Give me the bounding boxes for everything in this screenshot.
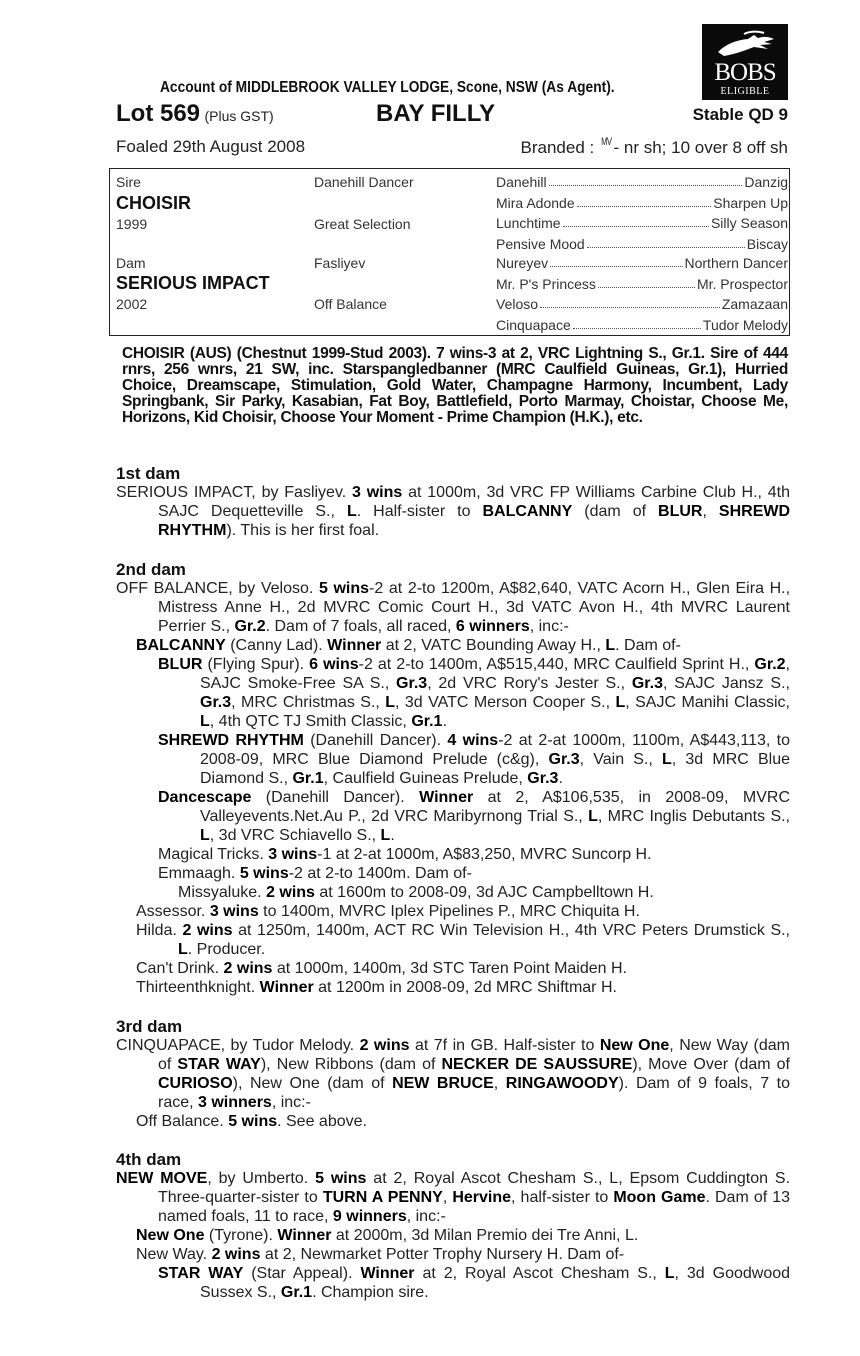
bold-text: L [200, 713, 210, 730]
bold-text: Gr.3 [527, 770, 559, 787]
text: CINQUAPACE, by Tudor Melody. [116, 1037, 360, 1054]
leader-dots [549, 174, 743, 186]
section-heading: 3rd dam [116, 1017, 183, 1036]
leader-dots [598, 276, 695, 288]
horse-head-icon [714, 30, 776, 60]
text: , [702, 503, 719, 520]
section-body [116, 579, 790, 997]
text: to 1400m, MVRC Iplex Pipelines P., MRC Chiquita H. [258, 903, 640, 920]
pedigree-entry [116, 1036, 790, 1112]
ancestor-sire: Silly Season [710, 215, 788, 231]
dam-dam: Off Balance [314, 296, 387, 312]
text: New Way. [136, 1246, 212, 1263]
lot-number [116, 100, 274, 128]
bold-text: 2 wins [223, 960, 273, 977]
text: , 3d Goodwood Sussex S., [200, 1265, 791, 1301]
text: , New Way (dam of [158, 1037, 791, 1073]
bold-text: 3 wins [352, 484, 403, 501]
bold-text: L [200, 827, 210, 844]
text: at 2, Royal Ascot Chesham S., [414, 1265, 665, 1282]
bold-text: SHREWD RHYTHM [158, 503, 791, 539]
ancestor-name: Pensive Mood [496, 235, 585, 252]
bold-text: Winner [259, 979, 314, 996]
section-heading: 4th dam [116, 1150, 182, 1169]
pedigree-entry [116, 921, 790, 959]
bold-text: Gr.2 [234, 618, 266, 635]
text: , Vain S., [579, 751, 662, 768]
text: , [493, 1075, 506, 1092]
ancestor-sire: Northern Dancer [684, 255, 788, 271]
bold-text: New One [599, 1037, 670, 1054]
text: , 3d VATC Merson Cooper S., [395, 694, 616, 711]
bold-text: BLUR [158, 656, 203, 673]
bold-text: STAR WAY [158, 1265, 244, 1282]
ancestor-name: Lunchtime [496, 215, 561, 231]
pedigree-entry [116, 1264, 790, 1302]
bold-text: 4 wins [447, 732, 499, 749]
text: -1 at 2-at 1000m, A$83,250, MVRC Suncorp H. [317, 846, 652, 863]
text: Thirteenthknight. [136, 979, 260, 996]
bold-text: 2 wins [211, 1246, 261, 1263]
text: Magical Tricks. [158, 846, 269, 863]
ancestor-name: Cinquapace [496, 316, 571, 333]
text: Hilda. [136, 922, 183, 939]
bold-text: Winner [360, 1265, 415, 1282]
pedigree-entry [116, 579, 790, 636]
bold-text: Winner [327, 637, 382, 654]
ancestor-name: Mr. P's Princess [496, 275, 596, 292]
text: (Flying Spur). [202, 656, 310, 673]
sire-label: Sire [116, 174, 141, 190]
bold-text: Gr.2 [754, 656, 786, 673]
text: -2 at 2-to 1400m. Dam of- [288, 865, 472, 882]
bold-text: 2 wins [266, 884, 315, 901]
text: at 2000m, 3d Milan Premio dei Tre Anni, L. [331, 1227, 639, 1244]
ancestor-row [496, 296, 788, 312]
text: , 2d VRC Rory's Jester S., [427, 675, 632, 692]
bold-text: Gr.3 [548, 751, 580, 768]
bold-text: BALCANNY [482, 503, 573, 520]
dam-section-1 [116, 464, 790, 540]
text: -2 at 2-at 1000m, 1100m, A$443,113, to 2008-09, MRC Blue Diamond Prelude (c&g), [200, 732, 791, 768]
text: at 2, VATC Bounding Away H., [381, 637, 606, 654]
bold-text: Gr.3 [200, 694, 232, 711]
pedigree-entry [116, 483, 790, 540]
pedigree-entry [116, 845, 790, 864]
leader-dots [550, 255, 682, 267]
text: (Canny Lad). [225, 637, 328, 654]
pedigree-entry [116, 788, 790, 845]
sire-summary: CHOISIR (AUS) (Chestnut 1999-Stud 2003). 7 wins-3 at 2, VRC Lightning S., Gr.1. Sire of 444 rnrs, 256 wnrs, 21 SW, inc. Starspangledbanner (MRC Caulfield Guineas, Gr.1), Hurried Choice, Dreamscape, Stimulation, Gold Water, Champagne Harmony, Incumbent, Lady Springbank, Sir Parky, Kasabian, Fat Boy, Battlefield, Porto Marmay, Choistar, Choose Me, Horizons, Kid Choisir, Choose Your Moment - Prime Champion (H.K.), etc. [122, 345, 788, 426]
text: at 1000m, 3d VRC FP Williams Carbine Club H., 4th SAJC Dequetteville S., [158, 484, 791, 520]
bold-text: L [346, 503, 357, 520]
lot-label: Lot 569 [116, 100, 201, 127]
text: at 2, Newmarket Potter Trophy Nursery H. Dam of- [260, 1246, 625, 1263]
bold-text: New One [136, 1227, 205, 1244]
bold-text: Gr.3 [631, 675, 663, 692]
bold-text: Gr.1 [411, 713, 443, 730]
text: (Star Appeal). [243, 1265, 361, 1282]
section-heading: 1st dam [116, 464, 181, 483]
text: -2 at 2-to 1400m, A$515,440, MRC Caulfield Sprint H., [358, 656, 755, 673]
ancestor-sire: Tudor Melody [702, 316, 788, 333]
bold-text: 9 winners [332, 1208, 407, 1225]
text: , SAJC Manihi Classic, [625, 694, 790, 711]
bold-text: NECKER DE SAUSSURE [441, 1056, 633, 1073]
ancestor-name: Mira Adonde [496, 194, 575, 211]
bold-text: NEW MOVE [116, 1170, 208, 1187]
leader-dots [563, 215, 709, 227]
stable-location: Stable QD 9 [692, 105, 788, 124]
bold-text: 2 wins [182, 922, 233, 939]
vendor-account: Account of MIDDLEBROOK VALLEY LODGE, Scone, NSW (As Agent). [160, 79, 615, 96]
bold-text: L [178, 941, 188, 958]
brand-info [521, 137, 789, 158]
text: , MRC Christmas S., [231, 694, 386, 711]
sire-name: CHOISIR [116, 193, 192, 213]
leader-dots [587, 236, 745, 248]
section-body [116, 1169, 790, 1302]
text: at 2, Royal Ascot Chesham S., L, Epsom Cuddington S. Three-quarter-sister to [158, 1170, 791, 1206]
text: . Dam of 7 foals, all raced, [265, 618, 456, 635]
text: ). Dam of 9 foals, 7 to race, [158, 1075, 791, 1111]
brand-dash: - [613, 138, 620, 157]
ancestor-sire: Zamazaan [721, 296, 788, 312]
horse-description: BAY FILLY [376, 100, 496, 127]
bold-text: RINGAWOODY [505, 1075, 619, 1092]
text: ), New Ribbons (dam of [260, 1056, 442, 1073]
section-body [116, 1036, 790, 1131]
bold-text: 2 wins [359, 1037, 410, 1054]
bold-text: Dancescape [158, 789, 252, 806]
text: , 4th QTC TJ Smith Classic, [209, 713, 412, 730]
dam-section-2 [116, 560, 790, 997]
text: Assessor. [136, 903, 210, 920]
bold-text: TURN A PENNY [322, 1189, 443, 1206]
dam-sire: Fasliyev [314, 255, 366, 271]
text: at 2, A$106,535, in 2008-09, MVRC Valleyevents.Net.Au P., 2d VRC Maribyrnong Trial S., [200, 789, 791, 825]
text: , by Umberto. [207, 1170, 316, 1187]
ancestor-name: Veloso [496, 296, 539, 312]
pedigree-table [109, 168, 790, 336]
bold-text: SHREWD RHYTHM [158, 732, 304, 749]
bold-text: BLUR [658, 503, 703, 520]
pedigree-entry [116, 1112, 790, 1131]
ancestor-row [496, 236, 788, 252]
text: . [390, 827, 395, 844]
pedigree-entry [116, 655, 790, 731]
pedigree-entry [116, 959, 790, 978]
bold-text: CURIOSO [158, 1075, 233, 1092]
bold-text: BALCANNY [136, 637, 226, 654]
bold-text: L [588, 808, 598, 825]
bold-text: Gr.1 [280, 1284, 313, 1301]
text: , Caulfield Guineas Prelude, [323, 770, 528, 787]
ancestor-row [496, 255, 788, 271]
bold-text: Gr.1 [292, 770, 324, 787]
foaled-date: Foaled 29th August 2008 [116, 137, 306, 156]
text: at 1250m, 1400m, ACT RC Win Television H., 4th VRC Peters Drumstick S., [232, 922, 791, 939]
text: , half-sister to [511, 1189, 614, 1206]
ancestor-sire: Mr. Prospector [696, 275, 788, 292]
bold-text: L [615, 694, 626, 711]
ancestor-row [496, 174, 788, 190]
text: at 7f in GB. Half-sister to [409, 1037, 600, 1054]
bold-text: Gr.3 [396, 675, 428, 692]
branded-text: nr sh; 10 over 8 off sh [623, 138, 788, 157]
bold-text: L [380, 827, 391, 844]
pedigree-entry [116, 1169, 790, 1226]
bold-text: 5 wins [318, 580, 370, 597]
text: at 1600m to 2008-09, 3d AJC Campbelltown H. [314, 884, 654, 901]
bold-text: 3 winners [198, 1094, 272, 1111]
text: OFF BALANCE, by Veloso. [116, 580, 319, 597]
bold-text: 3 wins [268, 846, 318, 863]
pedigree-entry [116, 731, 790, 788]
bold-text: Winner [277, 1227, 332, 1244]
bold-text: 6 winners [455, 618, 530, 635]
logo-text-bobs: BOBS [714, 59, 776, 86]
pedigree-entry [116, 902, 790, 921]
sire-sire: Danehill Dancer [314, 174, 414, 190]
pedigree-entry [116, 883, 790, 902]
pedigree-entry [116, 864, 790, 883]
text: Can't Drink. [136, 960, 224, 977]
dam-name: SERIOUS IMPACT [116, 273, 270, 293]
branded-label: Branded : [520, 138, 595, 157]
text: . Half-sister to [356, 503, 483, 520]
text: ), Move Over (dam of [632, 1056, 790, 1073]
text: at 1000m, 1400m, 3d STC Taren Point Maiden H. [272, 960, 627, 977]
text: . Dam of 13 named foals, 11 to race, [158, 1189, 791, 1225]
brand-mark-icon: MV [601, 136, 612, 148]
bold-text: L [605, 637, 616, 654]
bold-text: STAR WAY [177, 1056, 261, 1073]
bold-text: 5 wins [228, 1113, 278, 1130]
text: Emmaagh. [158, 865, 240, 882]
text: (Tyrone). [204, 1227, 278, 1244]
sire-year: 1999 [116, 216, 148, 232]
ancestor-row [496, 276, 788, 292]
ancestor-name: Nureyev [496, 255, 549, 271]
lot-note: (Plus GST) [204, 108, 274, 124]
ancestor-row [496, 215, 788, 231]
text: , inc:- [406, 1208, 446, 1225]
text: , SAJC Smoke-Free SA S., [200, 656, 790, 692]
leader-dots [540, 296, 720, 308]
text: (dam of [572, 503, 659, 520]
dam-section-3 [116, 1017, 790, 1131]
ancestor-row [496, 317, 788, 333]
text: . Producer. [187, 941, 266, 958]
bold-text: Winner [419, 789, 474, 806]
bold-text: 6 wins [309, 656, 359, 673]
ancestor-sire: Biscay [746, 235, 788, 252]
dam-section-4 [116, 1150, 790, 1302]
text: , 3d MRC Blue Diamond S., [200, 751, 790, 787]
section-heading: 2nd dam [116, 560, 186, 579]
text: , SAJC Jansz S., [662, 675, 790, 692]
ancestor-sire: Sharpen Up [713, 194, 788, 211]
text: Missyaluke. [178, 884, 267, 901]
text: , inc:- [529, 618, 569, 635]
text: . [558, 770, 563, 787]
bobs-eligible-logo [702, 24, 788, 100]
text: -2 at 2-to 1200m, A$82,640, VATC Acorn H., Glen Eira H., Mistress Anne H., 2d MVRC Comic Court H., 3d VATC Avon H., 4th MVRC Laurent Perrier S., [158, 580, 791, 635]
dam-year: 2002 [116, 296, 148, 312]
bold-text: L [385, 694, 396, 711]
bold-text: 5 wins [315, 1170, 367, 1187]
pedigree-entry [116, 1226, 790, 1245]
text: at 1200m in 2008-09, 2d MRC Shiftmar H. [313, 979, 617, 996]
text: Off Balance. [136, 1113, 229, 1130]
ancestor-row [496, 195, 788, 211]
text: SERIOUS IMPACT, by Fasliyev. [116, 484, 353, 501]
text: . Dam of- [615, 637, 681, 654]
dam-label: Dam [116, 255, 146, 271]
text: ). This is her first foal. [226, 522, 380, 539]
pedigree-entry [116, 636, 790, 655]
bold-text: L [662, 751, 672, 768]
pedigree-entry [116, 978, 790, 997]
logo-text-eligible: ELIGIBLE [720, 86, 770, 97]
bold-text: Hervine [452, 1189, 512, 1206]
bold-text: NEW BRUCE [392, 1075, 494, 1092]
bold-text: Moon Game [613, 1189, 706, 1206]
ancestor-name: Danehill [496, 174, 547, 190]
bold-text: 5 wins [239, 865, 289, 882]
pedigree-entry [116, 1245, 790, 1264]
leader-dots [577, 195, 712, 207]
text: . See above. [277, 1113, 367, 1130]
sire-dam: Great Selection [314, 216, 411, 232]
bold-text: 3 wins [209, 903, 259, 920]
text: . [442, 713, 447, 730]
text: , MRC Inglis Debutants S., [597, 808, 791, 825]
text: , 3d VRC Schiavello S., [209, 827, 381, 844]
text: . Champion sire. [312, 1284, 429, 1301]
text: ), New One (dam of [232, 1075, 393, 1092]
text: (Danehill Dancer). [303, 732, 448, 749]
section-body [116, 483, 790, 540]
bold-text: L [664, 1265, 675, 1282]
text: , inc:- [271, 1094, 311, 1111]
text: , [442, 1189, 453, 1206]
ancestor-sire: Danzig [744, 174, 788, 190]
leader-dots [573, 317, 701, 329]
text: (Danehill Dancer). [251, 789, 420, 806]
